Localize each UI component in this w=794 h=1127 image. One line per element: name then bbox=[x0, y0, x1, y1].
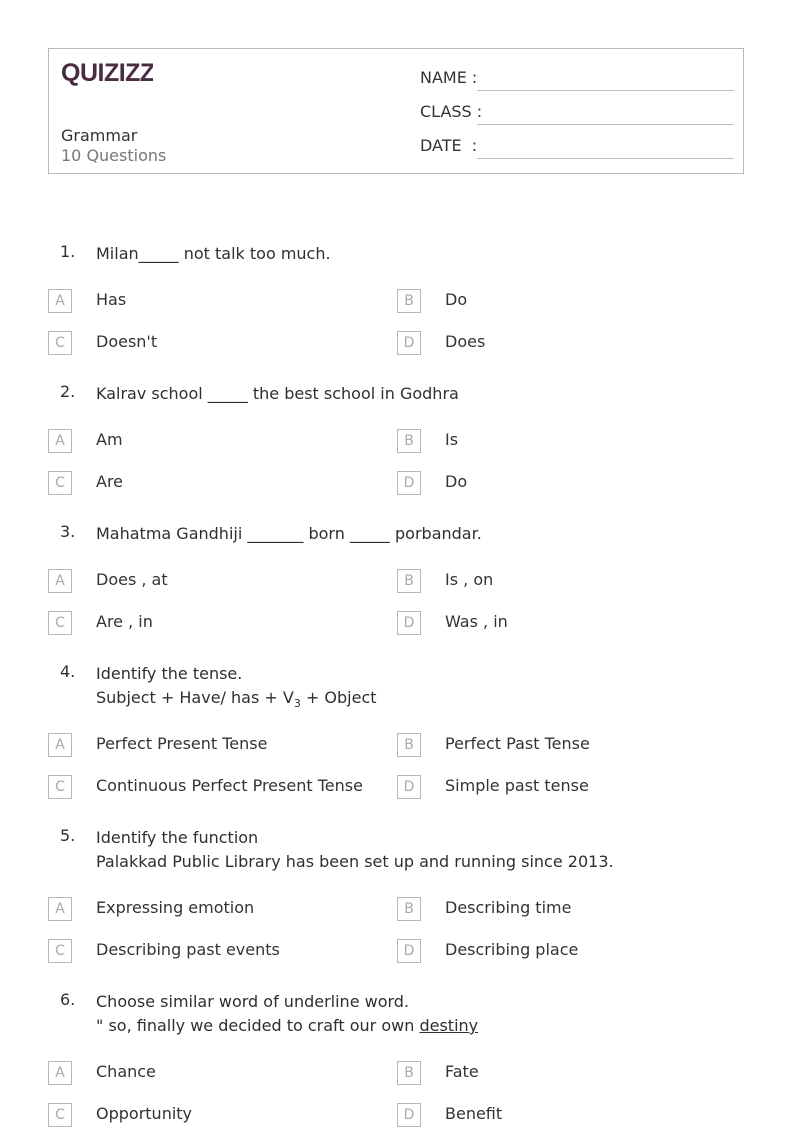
date-field[interactable] bbox=[420, 136, 734, 160]
option-text: Does bbox=[445, 332, 486, 351]
option-text: Doesn't bbox=[96, 332, 158, 351]
question-number: 2. bbox=[60, 382, 76, 401]
option-letter-box: D bbox=[397, 939, 421, 963]
option-letter-box: B bbox=[397, 1061, 421, 1085]
question-text bbox=[96, 522, 482, 546]
name-label: NAME : bbox=[420, 68, 478, 87]
class-line[interactable] bbox=[477, 124, 734, 125]
question-line: Mahatma Gandhiji _______ born _____ porbandar. bbox=[96, 524, 482, 543]
name-line[interactable] bbox=[477, 90, 734, 91]
question-number: 5. bbox=[60, 826, 76, 845]
option-text: Describing place bbox=[445, 940, 579, 959]
option-letter-box: D bbox=[397, 1103, 421, 1127]
question-line: Choose similar word of underline word. bbox=[96, 992, 410, 1011]
question-line: Identify the function bbox=[96, 828, 259, 847]
option-text: Perfect Present Tense bbox=[96, 734, 268, 753]
option-text: Simple past tense bbox=[445, 776, 589, 795]
question-text bbox=[96, 826, 614, 874]
option-text: Do bbox=[445, 472, 468, 491]
question-line: Kalrav school _____ the best school in Godhra bbox=[96, 384, 459, 403]
svg-text:QUIZIZZ: QUIZIZZ bbox=[61, 59, 153, 87]
option-text: Expressing emotion bbox=[96, 898, 255, 917]
option-letter-box: D bbox=[397, 471, 421, 495]
option-letter-box: A bbox=[48, 733, 72, 757]
option-text: Is , on bbox=[445, 570, 494, 589]
question-text bbox=[96, 990, 478, 1038]
option-text: Perfect Past Tense bbox=[445, 734, 590, 753]
option-text: Am bbox=[96, 430, 123, 449]
option-text: Has bbox=[96, 290, 127, 309]
option-text: Are bbox=[96, 472, 124, 491]
question-text bbox=[96, 662, 377, 716]
option-text: Benefit bbox=[445, 1104, 503, 1123]
question-number: 3. bbox=[60, 522, 76, 541]
date-line[interactable] bbox=[477, 158, 734, 159]
formula-subscript: 3 bbox=[293, 697, 301, 711]
option-text: Is bbox=[445, 430, 459, 449]
option-text: Do bbox=[445, 290, 468, 309]
question-number: 1. bbox=[60, 242, 76, 261]
formula-part: + Object bbox=[300, 688, 377, 707]
option-letter-box: C bbox=[48, 939, 72, 963]
quizizz-logo bbox=[61, 59, 153, 91]
class-label: CLASS : bbox=[420, 102, 483, 121]
option-text: Does , at bbox=[96, 570, 168, 589]
option-letter-box: B bbox=[397, 429, 421, 453]
question-line: Palakkad Public Library has been set up and running since 2013. bbox=[96, 852, 614, 871]
option-letter-box: A bbox=[48, 897, 72, 921]
option-letter-box: B bbox=[397, 733, 421, 757]
formula-line bbox=[96, 686, 377, 716]
option-text: Opportunity bbox=[96, 1104, 193, 1123]
underlined-word: destiny bbox=[419, 1016, 479, 1035]
option-letter-box: D bbox=[397, 331, 421, 355]
option-text: Describing time bbox=[445, 898, 572, 917]
option-text: Continuous Perfect Present Tense bbox=[96, 776, 363, 795]
option-letter-box: C bbox=[48, 331, 72, 355]
option-letter-box: A bbox=[48, 289, 72, 313]
quizizz-logo-mark bbox=[61, 59, 153, 87]
option-letter-box: A bbox=[48, 569, 72, 593]
option-text: Describing past events bbox=[96, 940, 280, 959]
worksheet-title: Grammar bbox=[61, 126, 138, 145]
question-line: Identify the tense. bbox=[96, 664, 243, 683]
class-field[interactable] bbox=[420, 102, 734, 126]
option-letter-box: B bbox=[397, 289, 421, 313]
option-letter-box: C bbox=[48, 611, 72, 635]
question-line: Milan_____ not talk too much. bbox=[96, 244, 331, 263]
option-text: Was , in bbox=[445, 612, 508, 631]
formula-part: Subject + Have/ has + V bbox=[96, 688, 294, 707]
option-letter-box: C bbox=[48, 1103, 72, 1127]
question-text bbox=[96, 382, 459, 406]
option-text: Are , in bbox=[96, 612, 153, 631]
question-count: 10 Questions bbox=[61, 146, 167, 165]
question-number: 4. bbox=[60, 662, 76, 681]
date-label: DATE : bbox=[420, 136, 478, 155]
option-letter-box: B bbox=[397, 897, 421, 921]
option-letter-box: A bbox=[48, 429, 72, 453]
option-letter-box: C bbox=[48, 775, 72, 799]
worksheet-header bbox=[48, 48, 744, 174]
option-letter-box: D bbox=[397, 611, 421, 635]
question-number: 6. bbox=[60, 990, 76, 1009]
option-letter-box: D bbox=[397, 775, 421, 799]
quote-line bbox=[96, 1014, 478, 1038]
option-text: Chance bbox=[96, 1062, 156, 1081]
option-text: Fate bbox=[445, 1062, 479, 1081]
option-letter-box: C bbox=[48, 471, 72, 495]
question-text bbox=[96, 242, 331, 266]
option-letter-box: A bbox=[48, 1061, 72, 1085]
name-field[interactable] bbox=[420, 68, 734, 92]
option-letter-box: B bbox=[397, 569, 421, 593]
quote-text: " so, finally we decided to craft our own bbox=[96, 1016, 420, 1035]
